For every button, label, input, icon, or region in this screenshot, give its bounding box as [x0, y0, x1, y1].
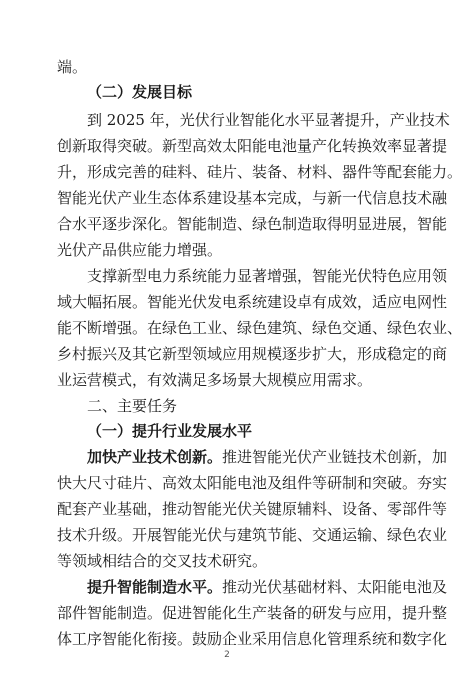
paragraph-line: 等领域相结合的交叉技术研究。 [57, 552, 268, 570]
top-fragment: 端。 [57, 58, 88, 76]
paragraph-line: 技术升级。开展智能光伏与建筑节能、交通运输、绿色农业 [57, 526, 448, 544]
paragraph-line [87, 447, 448, 467]
paragraph-line: 能不断增强。在绿色工业、绿色建筑、绿色交通、绿色农业、 [57, 319, 462, 337]
paragraph-line: 到 2025 年，光伏行业智能化水平显著提升，产业技术 [87, 111, 450, 129]
paragraph-line [87, 577, 448, 597]
section-heading-main-tasks: 二、主要任务 [87, 397, 178, 415]
paragraph-lead: 提升智能制造水平。 [87, 578, 223, 596]
paragraph-text: 推动光伏基础材料、太阳能电池及 [222, 578, 448, 596]
paragraph-lead: 加快产业技术创新。 [87, 448, 223, 466]
paragraph-text: 推进智能光伏产业链技术创新，加 [222, 448, 448, 466]
paragraph-line: 智能光伏产业生态体系建设基本完成，与新一代信息技术融 [57, 189, 448, 207]
paragraph-line: 光伏产品供应能力增强。 [57, 241, 223, 259]
paragraph-line: 合水平逐步深化。智能制造、绿色制造取得明显进展，智能 [57, 215, 448, 233]
paragraph-line: 域大幅拓展。智能光伏发电系统建设卓有成效，适应电网性 [57, 293, 448, 311]
subsection-heading-industry: （一）提升行业发展水平 [87, 422, 253, 440]
paragraph-line: 快大尺寸硅片、高效太阳能电池及组件等研制和突破。夯实 [57, 474, 448, 492]
paragraph-line: 支撑新型电力系统能力显著增强，智能光伏特色应用领 [87, 267, 448, 285]
paragraph-line: 升，形成完善的硅料、硅片、装备、材料、器件等配套能力。 [57, 163, 462, 181]
paragraph-line: 业运营模式，有效满足多场景大规模应用需求。 [57, 371, 373, 389]
paragraph-line: 创新取得突破。新型高效太阳能电池量产化转换效率显著提 [57, 137, 448, 155]
paragraph-line: 部件智能制造。促进智能化生产装备的研发与应用，提升整 [57, 604, 448, 622]
section-heading-goals: （二）发展目标 [87, 83, 193, 101]
paragraph-line: 配套产业基础，推动智能光伏关键原辅料、设备、零部件等 [57, 500, 448, 518]
page-number: 2 [224, 650, 230, 660]
paragraph-line: 乡村振兴及其它新型领域应用规模逐步扩大，形成稳定的商 [57, 345, 448, 363]
paragraph-line: 体工序智能化衔接。鼓励企业采用信息化管理系统和数字化 [57, 630, 448, 648]
